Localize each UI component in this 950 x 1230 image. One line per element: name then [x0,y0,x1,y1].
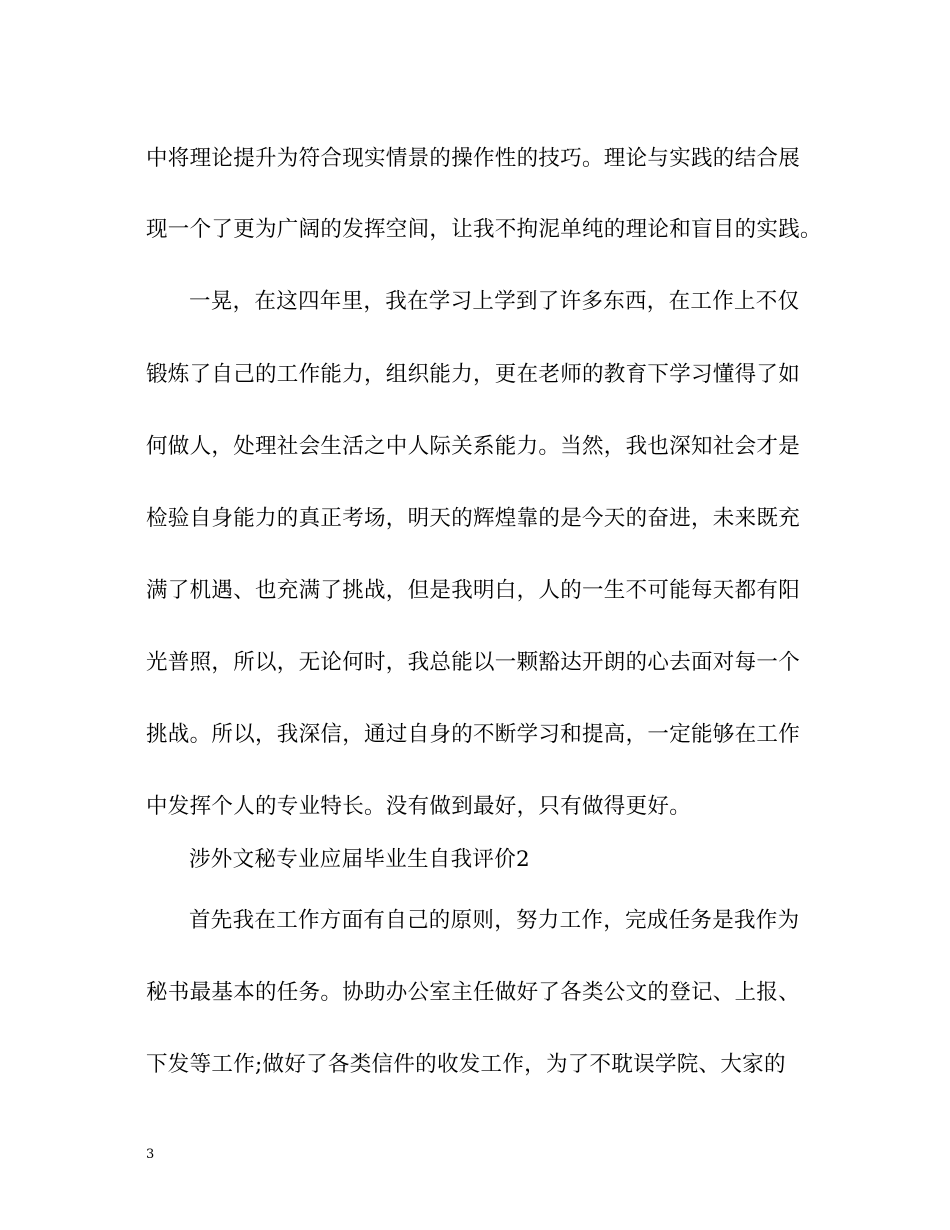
text-line: 光普照，所以，无论何时，我总能以一颗豁达开朗的心去面对每一个 [146,650,801,675]
text-line: 首先我在工作方面有自己的原则，努力工作，完成任务是我作为 [189,908,800,933]
text-line: 何做人，处理社会生活之中人际关系能力。当然，我也深知社会才是 [146,434,801,459]
text-line: 锻炼了自己的工作能力，组织能力，更在老师的教育下学习懂得了如 [146,362,801,387]
text-line: 下发等工作;做好了各类信件的收发工作，为了不耽误学院、大家的 [146,1052,786,1077]
section-heading: 涉外文秘专业应届毕业生自我评价2 [189,847,530,872]
page-number: 3 [146,1147,155,1162]
text-line: 挑战。所以，我深信，通过自身的不断学习和提高，一定能够在工作 [146,722,801,747]
text-line: 秘书最基本的任务。协助办公室主任做好了各类公文的登记、上报、 [146,980,801,1005]
text-line: 中将理论提升为符合现实情景的操作性的技巧。理论与实践的结合展 [146,146,801,171]
text-line: 现一个了更为广阔的发挥空间，让我不拘泥单纯的理论和盲目的实践。 [146,217,822,242]
text-line: 中发挥个人的专业特长。没有做到最好，只有做得更好。 [146,794,692,819]
text-line: 满了机遇、也充满了挑战，但是我明白，人的一生不可能每天都有阳 [146,578,801,603]
text-line: 一晃，在这四年里，我在学习上学到了许多东西，在工作上不仅 [189,289,800,314]
text-line: 检验自身能力的真正考场，明天的辉煌靠的是今天的奋进，未来既充 [146,506,801,531]
